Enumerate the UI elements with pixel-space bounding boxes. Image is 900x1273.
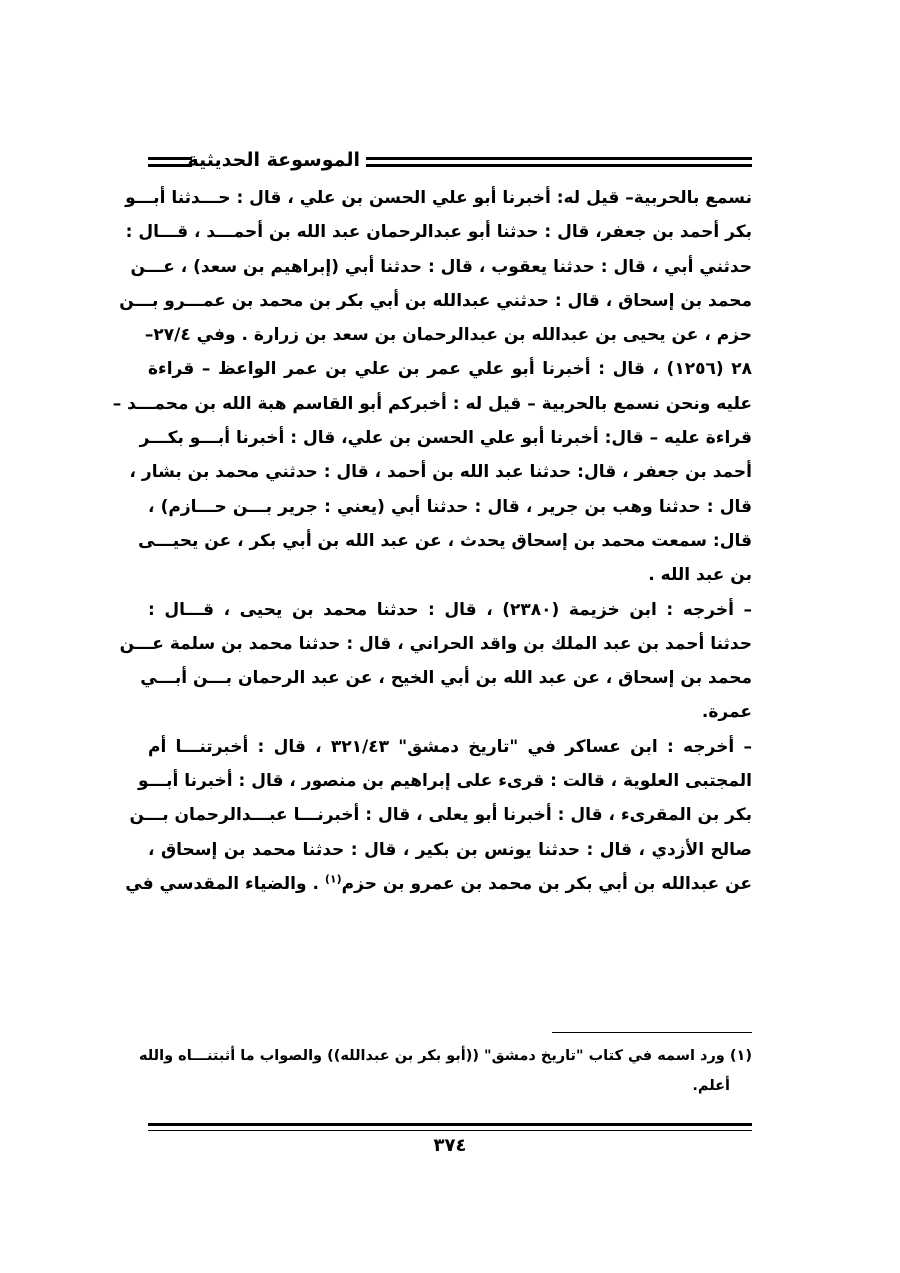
header-title: الموسوعة الحديثية xyxy=(187,149,360,171)
footer-rule xyxy=(148,1123,752,1131)
footnote xyxy=(138,1041,752,1101)
body-line: حدثنا أحمد بن عبد الملك بن واقد الحراني ، قال : حدثنا محمد بن سلمة عـــن xyxy=(119,633,752,654)
footnote-separator xyxy=(552,1032,752,1033)
body-text xyxy=(112,181,753,901)
footnote-reference-marker[interactable]: (١) xyxy=(324,872,342,886)
header-rule-right xyxy=(366,157,752,167)
body-last-line-before: عن عبدالله بن أبي بكر بن محمد بن عمرو بن حزم xyxy=(341,873,752,894)
body-line: المجتبى العلوية ، قالت : قرىء على إبراهيم بن منصور ، قال : أخبرنا أبـــو xyxy=(138,771,752,792)
body-line: أحمد بن جعفر ، قال: حدثنا عبد الله بن أحمد ، قال : حدثني محمد بن بشار ، xyxy=(129,462,752,483)
body-line: محمد بن إسحاق ، قال : حدثني عبدالله بن أبي بكر بن محمد بن عمـــرو بـــن xyxy=(119,290,752,311)
body-line-with-footnote-ref xyxy=(125,867,752,901)
body-line: صالح الأزدي ، قال : حدثنا يونس بن بكير ، قال : حدثنا محمد بن إسحاق ، xyxy=(148,839,752,860)
body-line: بكر بن المقرىء ، قال : أخبرنا أبو يعلى ، قال : أخبرنـــا عبـــدالرحمان بـــن xyxy=(129,805,752,826)
body-line: بكر أحمد بن جعفر، قال : حدثنا أبو عبدالرحمان عبد الله بن أحمـــد ، قـــال : xyxy=(125,222,752,243)
body-line: ٢٨ (١٢٥٦) ، قال : أخبرنا أبو علي عمر بن علي بن عمر الواعظ – قراءة xyxy=(148,359,752,380)
page-number: ٣٧٤ xyxy=(433,1135,467,1156)
footnote-line: أعلم. xyxy=(692,1078,730,1094)
body-line: حزم ، عن يحيى بن عبدالله بن عبدالرحمان بن سعد بن زرارة . وفي ٢٧/٤– xyxy=(144,325,752,346)
running-header xyxy=(148,145,752,179)
body-line: قال : حدثنا وهب بن جرير ، قال : حدثنا أبي (يعني : جرير بـــن حـــازم) ، xyxy=(148,496,752,517)
body-line: – أخرجه : ابن عساكر في "تاريخ دمشق" ٣٢١/٤٣ ، قال : أخبرتنـــا أم xyxy=(148,736,752,757)
body-line: عليه ونحن نسمع بالحربية – قيل له : أخبركم أبو القاسم هبة الله بن محمـــد – xyxy=(112,393,752,414)
body-line: محمد بن إسحاق ، عن عبد الله بن أبي الخيح ، عن عبد الرحمان بـــن أبـــي xyxy=(140,668,752,689)
body-line: – أخرجه : ابن خزيمة (٢٣٨٠) ، قال : حدثنا محمد بن يحيى ، قـــال : xyxy=(148,599,753,620)
body-line: بن عبد الله . xyxy=(648,565,752,586)
header-rule-left xyxy=(148,157,192,167)
footnote-line: (١) ورد اسمه في كتاب "تاريخ دمشق" ((أبو بكر بن عبدالله)) والصواب ما أثبتنـــاه والله xyxy=(138,1048,752,1064)
body-line: نسمع بالحربية– قيل له: أخبرنا أبو علي الحسن بن علي ، قال : حـــدثنا أبـــو xyxy=(125,188,752,208)
body-line: عمرة. xyxy=(701,702,752,723)
body-last-line-after: . والضياء المقدسي في xyxy=(125,873,325,894)
body-line: حدثني أبي ، قال : حدثنا يعقوب ، قال : حدثنا أبي (إبراهيم بن سعد) ، عـــن xyxy=(130,256,752,277)
body-line: قال: سمعت محمد بن إسحاق يحدث ، عن عبد الله بن أبي بكر ، عن يحيـــى xyxy=(138,530,752,551)
document-page xyxy=(112,135,753,1195)
body-line: قراءة عليه – قال: أخبرنا أبو علي الحسن بن علي، قال : أخبرنا أبـــو بكـــر xyxy=(139,428,752,449)
